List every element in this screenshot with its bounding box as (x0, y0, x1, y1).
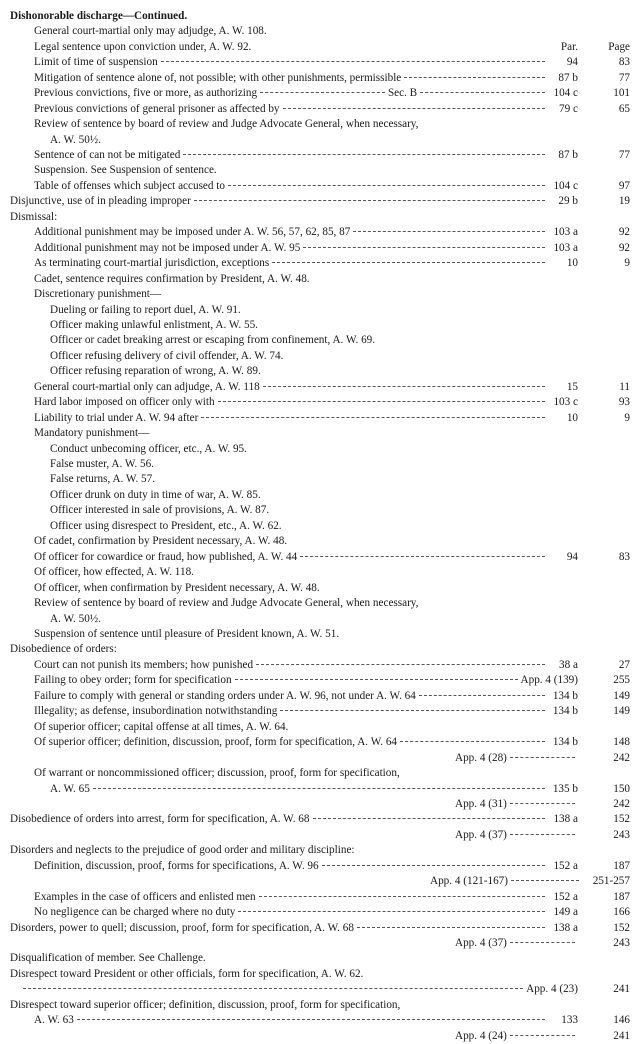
entry-page: 101 (613, 87, 631, 99)
entry-text: Table of offenses which subject accused to (34, 180, 225, 192)
entry-page: 11 (619, 381, 630, 393)
entry-text: Mandatory punishment— (34, 427, 150, 439)
entry-text: A. W. 63 (34, 1014, 74, 1026)
index-entry (34, 549, 630, 565)
index-entry (50, 781, 630, 797)
entry-text: Discretionary punishment— (34, 288, 162, 300)
entry-text: Examples in the case of officers and enlisted men (34, 891, 256, 903)
leader-dots (93, 788, 545, 789)
entry-paragraph: 134 b (552, 705, 578, 717)
index-entry (34, 595, 418, 611)
entry-text: App. 4 (31) (455, 798, 507, 810)
leader-dots (194, 200, 545, 201)
entry-text: Suspension of sentence until pleasure of President known, A. W. 51. (34, 628, 340, 640)
entry-paragraph: 29 b (558, 195, 578, 207)
entry-text: General court-martial only may adjudge, A. W. 108. (34, 25, 267, 37)
entry-paragraph: 103 a (553, 226, 578, 238)
index-entry (50, 471, 155, 487)
index-entry (34, 734, 630, 750)
entry-page: 27 (618, 659, 630, 671)
entry-text: Failure to comply with general or standing orders under A. W. 96, not under A. W. 64 (34, 690, 416, 702)
entry-paragraph: 134 b (552, 690, 578, 702)
entry-text: Officer interested in sale of provisions, A. W. 87. (50, 504, 270, 516)
entry-page: 187 (613, 891, 630, 903)
leader-dots (357, 927, 545, 928)
entry-reference: Sec. B (387, 87, 418, 99)
index-entry (34, 271, 310, 287)
index-entry (455, 1028, 630, 1044)
entry-page: 93 (618, 396, 630, 408)
entry-page: 241 (613, 1030, 630, 1042)
entry-paragraph: 10 (566, 257, 578, 269)
index-entry (50, 456, 154, 472)
entry-page: 83 (618, 56, 630, 68)
index-entry (34, 703, 630, 719)
entry-paragraph: 135 b (552, 783, 578, 795)
entry-reference: App. 4 (23) (526, 983, 578, 995)
entry-text: Officer making unlawful enlistment, A. W. 55. (50, 319, 258, 331)
leader-dots (161, 61, 545, 62)
entry-text: Cadet, sentence requires confirmation by President, A. W. 48. (34, 273, 310, 285)
leader-dots (238, 911, 545, 912)
index-entry (34, 54, 630, 70)
entry-page: 166 (613, 906, 630, 918)
entry-page: 251-257 (592, 875, 630, 887)
entry-page: 65 (618, 103, 630, 115)
index-entry (34, 224, 630, 240)
entry-paragraph: 152 a (553, 860, 578, 872)
index-entry (34, 70, 630, 86)
leader-dots (400, 741, 545, 742)
index-entry (50, 363, 261, 379)
leader-dots (510, 834, 575, 835)
leader-dots (420, 92, 545, 93)
entry-text: Disqualification of member. See Challenge. (10, 952, 206, 964)
index-entry (10, 966, 363, 982)
index-entry (34, 858, 630, 874)
leader-dots (322, 865, 545, 866)
entry-text: Officer using disrespect to President, etc., A. W. 62. (50, 520, 282, 532)
index-entry (50, 611, 101, 627)
entry-text: Failing to obey order; form for specification (34, 674, 232, 686)
entry-text: Dueling or failing to report duel, A. W. 91. (50, 304, 241, 316)
entry-text: Limit of time of suspension (34, 56, 158, 68)
index-entry (34, 101, 630, 117)
index-entry (10, 8, 187, 24)
entry-paragraph: 87 b (558, 149, 578, 161)
entry-text: Of officer, how effected, A. W. 118. (34, 566, 194, 578)
leader-dots (510, 1035, 575, 1036)
entry-page: 92 (618, 242, 630, 254)
leader-dots (260, 92, 385, 93)
leader-dots (228, 185, 545, 186)
entry-page: 243 (613, 937, 630, 949)
leader-dots (272, 262, 545, 263)
index-entry (10, 842, 355, 858)
index-entry (34, 85, 630, 101)
entry-text: Illegality; as defense, insubordination notwithstanding (34, 705, 278, 717)
index-entry (34, 688, 630, 704)
entry-text: Of superior officer; definition, discussion, proof, form for specification, A. W. 64 (34, 736, 398, 748)
index-entry (430, 873, 630, 889)
index-entry (50, 487, 261, 503)
entry-page: 187 (613, 860, 630, 872)
entry-page: 152 (613, 922, 630, 934)
entry-page: 242 (613, 798, 630, 810)
entry-text: Of superior officer; capital offense at all times, A. W. 64. (34, 721, 289, 733)
index-entry (34, 178, 630, 194)
index-entry (34, 626, 339, 642)
index-entry (34, 255, 630, 271)
entry-text: A. W. 65 (50, 783, 90, 795)
leader-dots (23, 988, 523, 989)
entry-text: Additional punishment may not be imposed under A. W. 95 (34, 242, 301, 254)
entry-text: App. 4 (24) (455, 1030, 507, 1042)
entry-page: 149 (613, 705, 630, 717)
index-entry (20, 981, 630, 997)
leader-dots (419, 695, 545, 696)
leader-dots (256, 664, 545, 665)
entry-text: A. W. 50½. (50, 613, 101, 625)
leader-dots (77, 1019, 545, 1020)
leader-dots (510, 757, 575, 758)
entry-paragraph: 87 b (558, 72, 578, 84)
entry-text: Of cadet, confirmation by President necessary, A. W. 48. (34, 535, 288, 547)
entry-text: Officer or cadet breaking arrest or escaping from confinement, A. W. 69. (50, 334, 376, 346)
leader-dots (303, 247, 545, 248)
index-entry (455, 935, 630, 951)
entry-page: 255 (613, 674, 630, 686)
leader-dots (511, 880, 579, 881)
entry-page: 77 (618, 149, 630, 161)
leader-dots (283, 108, 545, 109)
index-entry (10, 950, 206, 966)
entry-page: 242 (613, 752, 630, 764)
index-entry (34, 39, 630, 55)
leader-dots (510, 942, 575, 943)
entry-paragraph: 94 (566, 551, 578, 563)
index-entry (34, 410, 630, 426)
entry-text: Conduct unbecoming officer, etc., A. W. 95. (50, 443, 247, 455)
index-entry (34, 116, 418, 132)
index-entry (34, 580, 320, 596)
entry-text: Disorders and neglects to the prejudice of good order and military discipline: (10, 844, 355, 856)
entry-text: Review of sentence by board of review and Judge Advocate General, when necessary, (34, 597, 419, 609)
leader-dots (404, 77, 545, 78)
entry-text: Of warrant or noncommissioned officer; discussion, proof, form for specification, (34, 767, 400, 779)
entry-text: App. 4 (121-167) (430, 875, 508, 887)
entry-text: Additional punishment may be imposed under A. W. 56, 57, 62, 85, 87 (34, 226, 351, 238)
index-entry (34, 147, 630, 163)
entry-text: Officer refusing reparation of wrong, A. W. 89. (50, 365, 261, 377)
index-entry (50, 348, 283, 364)
leader-dots (218, 401, 545, 402)
index-entry (34, 719, 288, 735)
entry-page: 150 (613, 783, 630, 795)
entry-paragraph: 149 a (553, 906, 578, 918)
entry-paragraph: 104 c (553, 87, 579, 99)
entry-text: A. W. 50½. (50, 134, 101, 146)
entry-text: Suspension. See Suspension of sentence. (34, 164, 217, 176)
entry-text: As terminating court-martial jurisdiction, exceptions (34, 257, 270, 269)
index-entry (34, 657, 630, 673)
leader-dots (280, 710, 545, 711)
entry-paragraph: 103 a (553, 242, 578, 254)
entry-page: 152 (613, 813, 630, 825)
par-column-header: Par. (560, 41, 578, 53)
index-entry (10, 209, 57, 225)
entry-page: 241 (613, 983, 630, 995)
entry-paragraph: 104 c (553, 180, 578, 192)
entry-text: Disobedience of orders: (10, 643, 117, 655)
index-entry (455, 750, 630, 766)
entry-page: 148 (613, 736, 630, 748)
entry-text: Disrespect toward President or other officials, form for specification, A. W. 62. (10, 968, 364, 980)
entry-text: App. 4 (37) (455, 829, 507, 841)
leader-dots (235, 679, 518, 680)
entry-text: Dismissal: (10, 211, 58, 223)
index-entry (50, 502, 269, 518)
entry-text: Disrespect toward superior officer; definition, discussion, proof, form for specification, (10, 999, 401, 1011)
leader-dots (263, 386, 545, 387)
index-entry (34, 765, 400, 781)
index-entry (34, 286, 161, 302)
entry-paragraph: 103 c (553, 396, 578, 408)
index-entry (34, 1012, 630, 1028)
entry-text: Liability to trial under A. W. 94 after (34, 412, 199, 424)
index-entry (50, 332, 375, 348)
entry-page: 9 (624, 257, 630, 269)
entry-page: 9 (624, 412, 630, 424)
index-entry (50, 132, 101, 148)
index-entry (34, 240, 630, 256)
entry-text: Review of sentence by board of review and Judge Advocate General, when necessary, (34, 118, 419, 130)
index-entry (50, 518, 282, 534)
index-entry (10, 920, 630, 936)
index-entry (34, 425, 149, 441)
entry-text: Previous convictions of general prisoner as affected by (34, 103, 280, 115)
entry-text: Officer drunk on duty in time of war, A. W. 85. (50, 489, 261, 501)
index-entry (50, 317, 258, 333)
entry-paragraph: 138 a (553, 813, 578, 825)
index-entry (10, 641, 117, 657)
entry-paragraph: 133 (561, 1014, 578, 1026)
index-entry (34, 162, 217, 178)
entry-text: Officer refusing delivery of civil offender, A. W. 74. (50, 350, 284, 362)
entry-text: Definition, discussion, proof, forms for specifications, A. W. 96 (34, 860, 319, 872)
entry-page: 77 (618, 72, 630, 84)
entry-text: App. 4 (37) (455, 937, 507, 949)
leader-dots (183, 154, 545, 155)
leader-dots (353, 231, 545, 232)
index-entry (50, 441, 247, 457)
entry-text: Of officer, when confirmation by President necessary, A. W. 48. (34, 582, 320, 594)
entry-text: Dishonorable discharge—Continued. (10, 10, 188, 22)
leader-dots (259, 896, 545, 897)
leader-dots (510, 803, 575, 804)
entry-text: Disobedience of orders into arrest, form for specification, A. W. 68 (10, 813, 310, 825)
index-entry (34, 672, 630, 688)
index-entry (10, 193, 630, 209)
entry-paragraph: 79 c (559, 103, 578, 115)
entry-text: Disorders, power to quell; discussion, proof, form for specification, A. W. 68 (10, 922, 354, 934)
index-entry (10, 997, 400, 1013)
index-entry (10, 811, 630, 827)
entry-text: False returns, A. W. 57. (50, 473, 156, 485)
entry-paragraph: 134 b (552, 736, 578, 748)
index-entry (34, 889, 630, 905)
entry-page: 19 (618, 195, 630, 207)
entry-text: General court-martial only can adjudge, A. W. 118 (34, 381, 260, 393)
index-entry (50, 302, 241, 318)
entry-paragraph: 10 (566, 412, 578, 424)
entry-text: Mitigation of sentence alone of, not possible; with other punishments, permissible (34, 72, 402, 84)
entry-text: Legal sentence upon conviction under, A. W. 92. (34, 41, 252, 53)
entry-text: Disjunctive, use of in pleading improper (10, 195, 191, 207)
entry-page: 83 (618, 551, 630, 563)
entry-text: Sentence of can not be mitigated (34, 149, 181, 161)
entry-text: No negligence can be charged where no duty (34, 906, 236, 918)
entry-paragraph: 138 a (553, 922, 578, 934)
entry-paragraph: 94 (566, 56, 578, 68)
index-entry (34, 533, 287, 549)
entry-text: Previous convictions, five or more, as authorizing (34, 87, 258, 99)
index-entry (34, 564, 194, 580)
entry-paragraph: 152 a (553, 891, 578, 903)
entry-page: 243 (613, 829, 630, 841)
entry-reference: App. 4 (139) (520, 674, 578, 686)
entry-page: 97 (618, 180, 630, 192)
index-entry (455, 827, 630, 843)
index-entry (34, 394, 630, 410)
entry-paragraph: 15 (566, 381, 578, 393)
entry-page: 149 (613, 690, 630, 702)
entry-text: Court can not punish its members; how punished (34, 659, 254, 671)
entry-text: App. 4 (28) (455, 752, 507, 764)
entry-paragraph: 38 a (559, 659, 578, 671)
index-entry (34, 904, 630, 920)
entry-text: False muster, A. W. 56. (50, 458, 154, 470)
index-entry (34, 379, 630, 395)
leader-dots (313, 818, 546, 819)
entry-page: 146 (613, 1014, 630, 1026)
page-column-header: Page (608, 41, 630, 53)
leader-dots (300, 556, 545, 557)
entry-page: 92 (618, 226, 630, 238)
index-entry (34, 23, 267, 39)
entry-text: Hard labor imposed on officer only with (34, 396, 215, 408)
leader-dots (201, 417, 545, 418)
entry-text: Of officer for cowardice or fraud, how published, A. W. 44 (34, 551, 298, 563)
index-entry (455, 796, 630, 812)
